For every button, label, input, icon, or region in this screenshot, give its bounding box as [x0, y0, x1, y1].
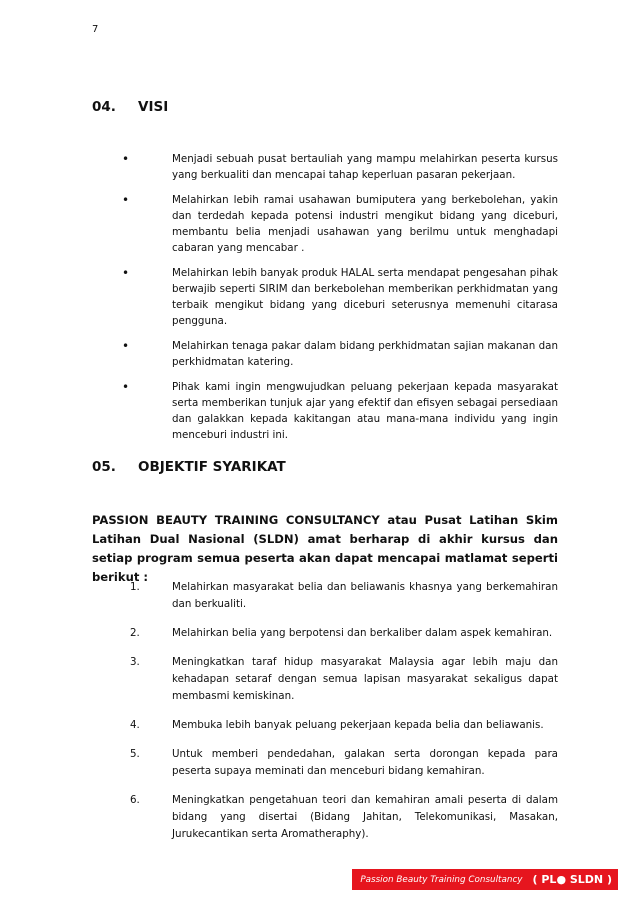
visi-title: VISI	[138, 99, 169, 115]
item-number: 3.	[130, 656, 140, 668]
item-number: 5.	[130, 748, 140, 760]
bullet-icon: •	[122, 339, 130, 353]
visi-item	[122, 151, 558, 183]
visi-number: 04.	[92, 99, 116, 115]
item-text: Melahirkan belia yang berpotensi dan berkaliber dalam aspek kemahiran.	[172, 627, 553, 639]
visi-item-text: Melahirkan lebih ramai usahawan bumiputera yang berkebolehan, yakin dan terdedah kepada potensi industri mengikut bidang yang diceburi, membantu belia menjadi usahawan yang berilmu untuk menghadapi cabaran yang mencabar .	[172, 194, 558, 254]
objektif-item	[130, 625, 558, 642]
objektif-list	[130, 579, 558, 855]
objektif-item	[130, 654, 558, 705]
item-text: Meningkatkan taraf hidup masyarakat Malaysia agar lebih maju dan kehadapan setaraf dengan semua lapisan masyarakat sekaligus dapat membasmi kemiskinan.	[172, 656, 558, 702]
objektif-item	[130, 717, 558, 734]
item-number: 4.	[130, 719, 140, 731]
visi-heading	[92, 99, 168, 115]
bullet-icon: •	[122, 266, 130, 280]
item-number: 1.	[130, 581, 140, 593]
visi-list	[122, 151, 558, 452]
objektif-item	[130, 579, 558, 613]
item-text: Meningkatkan pengetahuan teori dan kemahiran amali peserta di dalam bidang yang disertai (Bidang Jahitan, Telekomunikasi, Masakan, Jurukecantikan serta Aromatheraphy).	[172, 794, 558, 840]
objektif-title: OBJEKTIF SYARIKAT	[138, 459, 286, 475]
footer-badge: ( PL● SLDN )	[532, 873, 612, 886]
visi-item	[122, 192, 558, 256]
footer-company-name: Passion Beauty Training Consultancy	[360, 874, 523, 885]
item-number: 6.	[130, 794, 140, 806]
objektif-heading	[92, 459, 286, 475]
objektif-intro: PASSION BEAUTY TRAINING CONSULTANCY atau Pusat Latihan Skim Latihan Dual Nasional (SLDN) amat berharap di akhir kursus dan setiap program semua peserta akan dapat mencapai matlamat seperti berikut :	[92, 513, 558, 584]
visi-item	[122, 338, 558, 370]
visi-item-text: Melahirkan lebih banyak produk HALAL serta mendapat pengesahan pihak berwajib seperti SIRIM dan berkebolehan memberikan perkhidmatan yang terbaik mengikut bidang yang diceburi seterusnya memenuhi citarasa pengguna.	[172, 267, 558, 327]
visi-item	[122, 379, 558, 443]
visi-item-text: Pihak kami ingin mengwujudkan peluang pekerjaan kepada masyarakat serta memberikan tunjuk ajar yang efektif dan efisyen sebagai persediaan dan galakkan kepada kakitangan atau mana-mana individu yang ingin menceburi industri ini.	[172, 381, 558, 441]
visi-item-text: Menjadi sebuah pusat bertauliah yang mampu melahirkan peserta kursus yang berkualiti dan mencapai tahap keperluan pasaran pekerjaan.	[172, 153, 558, 181]
bullet-icon: •	[122, 380, 130, 394]
bullet-icon: •	[122, 152, 130, 166]
objektif-number: 05.	[92, 459, 116, 475]
visi-item	[122, 265, 558, 329]
item-text: Melahirkan masyarakat belia dan beliawanis khasnya yang berkemahiran dan berkualiti.	[172, 581, 558, 610]
bullet-icon: •	[122, 193, 130, 207]
item-number: 2.	[130, 627, 140, 639]
footer-banner	[352, 869, 618, 890]
visi-item-text: Melahirkan tenaga pakar dalam bidang perkhidmatan sajian makanan dan perkhidmatan katering.	[172, 340, 558, 368]
page-number: 7	[92, 24, 99, 35]
objektif-item	[130, 792, 558, 843]
item-text: Membuka lebih banyak peluang pekerjaan kepada belia dan beliawanis.	[172, 719, 544, 731]
item-text: Untuk memberi pendedahan, galakan serta dorongan kepada para peserta supaya meminati dan menceburi bidang kemahiran.	[172, 748, 558, 777]
objektif-item	[130, 746, 558, 780]
